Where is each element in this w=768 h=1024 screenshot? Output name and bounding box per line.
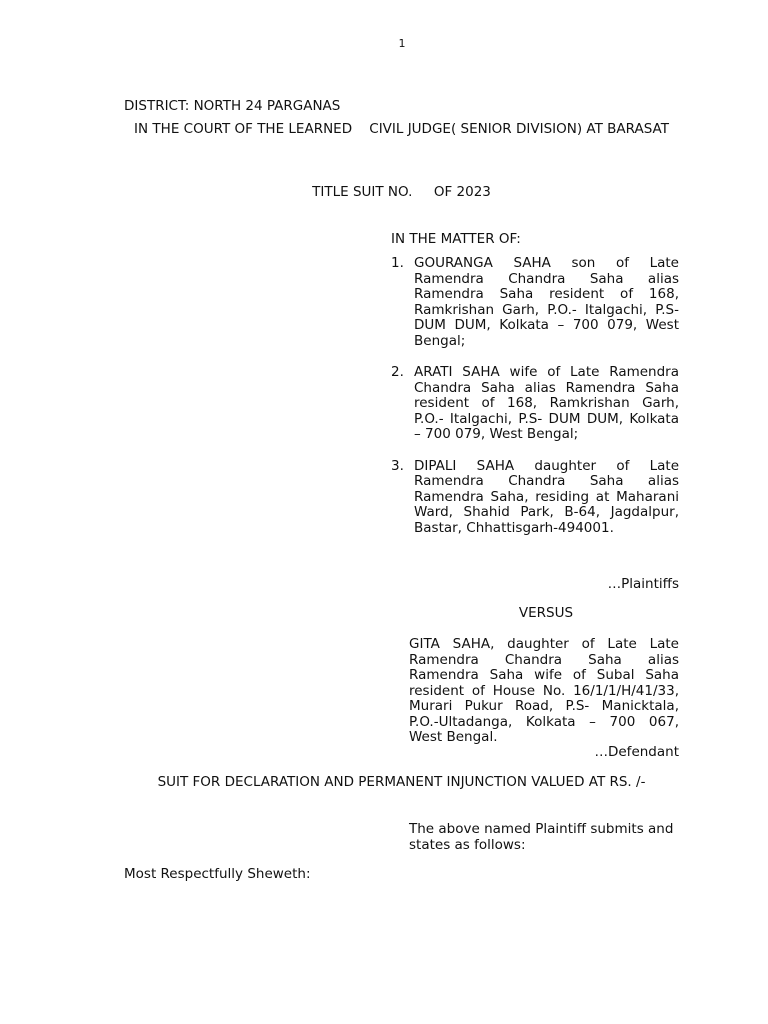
plaintiff-item [391,365,679,443]
court-title: IN THE COURT OF THE LEARNED CIVIL JUDGE( SENIOR DIVISION) AT BARASAT [134,121,669,137]
plaintiffs-list [391,256,679,552]
plaintiff-text: ARATI SAHA wife of Late Ramendra Chandra Saha alias Ramendra Saha resident of 168, Ramkrishan Garh, P.O.- Italgachi, P.S- DUM DUM, Kolkata – 700 079, West Bengal; [414,364,679,442]
submission-statement: The above named Plaintiff submits and states as follows: [409,821,674,853]
plaintiff-number: 2. [391,364,404,380]
plaintiff-number: 1. [391,255,404,271]
plaintiff-item [391,459,679,537]
defendant-details: GITA SAHA, daughter of Late Late Ramendra Chandra Saha alias Ramendra Saha wife of Subal Saha resident of House No. 16/1/1/H/41/33, Murari Pukur Road, P.S- Manicktala, P.O.-Ultadanga, Kolkata – 700 067, West Bengal. [409,636,679,745]
page-number: 1 [398,37,406,50]
matter-heading: IN THE MATTER OF: [391,231,521,247]
plaintiffs-label: …Plaintiffs [607,576,679,592]
plaintiff-number: 3. [391,457,404,474]
suit-description: SUIT FOR DECLARATION AND PERMANENT INJUNCTION VALUED AT RS. /- [157,774,646,790]
salutation: Most Respectfully Sheweth: [124,866,311,882]
district-heading: DISTRICT: NORTH 24 PARGANAS [124,98,341,114]
defendant-label: …Defendant [594,744,679,760]
plaintiff-item [391,256,679,349]
suit-number: TITLE SUIT NO. OF 2023 [312,184,491,200]
plaintiff-text: GOURANGA SAHA son of Late Ramendra Chandra Saha alias Ramendra Saha resident of 168, Ramkrishan Garh, P.O.- Italgachi, P.S- DUM DUM, Kolkata – 700 079, West Bengal; [414,255,679,349]
versus-heading: VERSUS [518,605,574,621]
plaintiff-text: DIPALI SAHA daughter of Late Ramendra Chandra Saha alias Ramendra Saha, residing at Maharani Ward, Shahid Park, B-64, Jagdalpur, Bastar, Chhattisgarh-494001. [414,457,679,536]
